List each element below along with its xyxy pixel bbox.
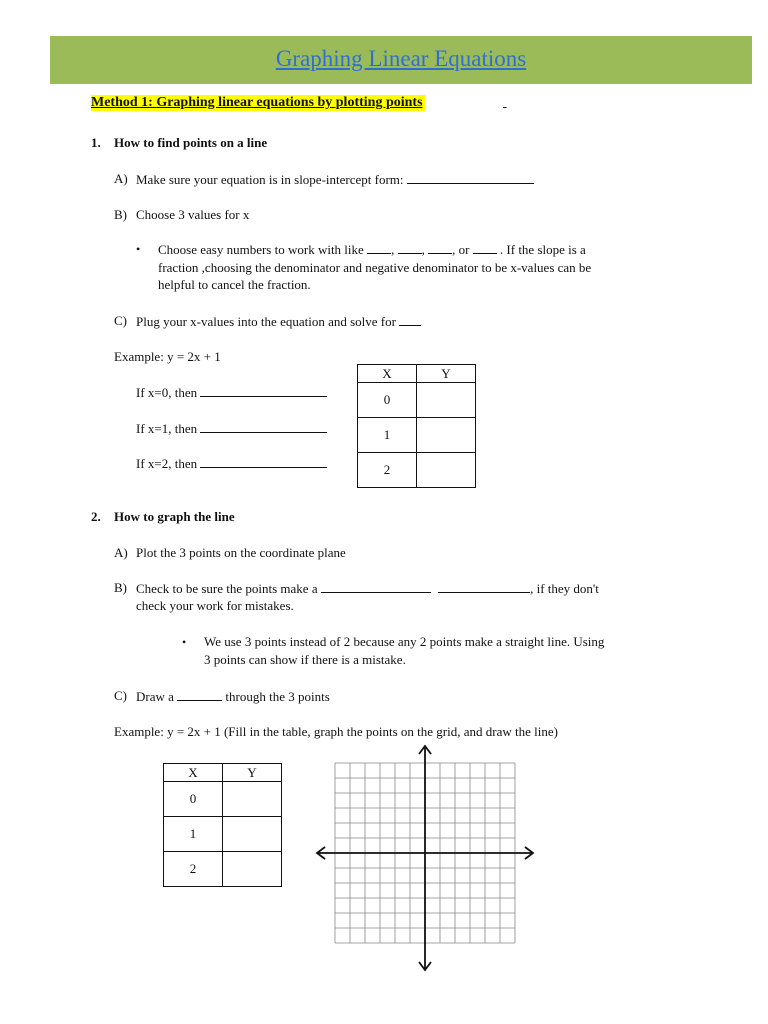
- step-1b-text: Choose 3 values for x: [136, 207, 250, 222]
- y-value-cell[interactable]: [417, 453, 476, 488]
- separator: ,: [391, 242, 395, 257]
- x-value: 2: [358, 453, 417, 488]
- if-x2-text: If x=2, then: [136, 456, 198, 471]
- if-x1-text: If x=1, then: [136, 421, 198, 436]
- y-value-cell[interactable]: [223, 782, 282, 817]
- easy-number-blank-3[interactable]: [428, 241, 452, 254]
- bullet-dot-icon: •: [136, 242, 141, 256]
- bullet-1-text-a: Choose easy numbers to work with like: [158, 242, 364, 257]
- step-2b-line-2: check your work for mistakes.: [136, 598, 294, 613]
- straight-blank[interactable]: [321, 580, 431, 593]
- step-1a-marker: A): [114, 171, 128, 186]
- step-2b-text-a: Check to be sure the points make a: [136, 581, 318, 596]
- x-value: 0: [358, 383, 417, 418]
- xy-table-1: [357, 364, 476, 488]
- draw-a-blank[interactable]: [177, 688, 222, 701]
- step-2c-text-a: Draw a: [136, 689, 174, 704]
- step-2c-marker: C): [114, 688, 127, 703]
- separator: ,: [421, 242, 425, 257]
- bullet-1-text-b: . If the slope is a: [499, 242, 586, 257]
- easy-number-blank-2[interactable]: [398, 241, 422, 254]
- section-1-heading: How to find points on a line: [114, 135, 268, 150]
- step-2b-marker: B): [114, 580, 127, 595]
- step-2c-line: [136, 688, 330, 705]
- x-value: 1: [164, 817, 223, 852]
- x-value: 2: [164, 852, 223, 887]
- section-2-number: 2.: [91, 509, 101, 524]
- example-2: Example: y = 2x + 1 (Fill in the table, graph the points on the grid, and draw the line): [114, 724, 558, 739]
- easy-number-blank-1[interactable]: [367, 241, 391, 254]
- xy-table-2: [163, 763, 282, 887]
- bullet-1-line-3: helpful to cancel the fraction.: [158, 277, 311, 292]
- if-x0-text: If x=0, then: [136, 385, 198, 400]
- easy-number-blank-4[interactable]: [473, 241, 497, 254]
- page-title: Graphing Linear Equations: [275, 46, 527, 71]
- title-banner: [50, 36, 752, 84]
- y-header: Y: [223, 764, 282, 782]
- if-x0-line: [136, 384, 327, 401]
- bullet-2-line-2: 3 points can show if there is a mistake.: [204, 652, 406, 667]
- step-2a-text: Plot the 3 points on the coordinate plane: [136, 545, 346, 560]
- step-2b-line-1: [136, 580, 599, 597]
- coordinate-grid[interactable]: [305, 743, 545, 973]
- step-1b-marker: B): [114, 207, 127, 222]
- if-x2-line: [136, 455, 327, 472]
- if-x0-blank[interactable]: [200, 384, 327, 397]
- step-2c-text-b: through the 3 points: [225, 689, 330, 704]
- y-value-cell[interactable]: [417, 383, 476, 418]
- step-1c-marker: C): [114, 313, 127, 328]
- step-1c-text-line: [136, 313, 421, 330]
- x-header: X: [358, 365, 417, 383]
- y-value-cell[interactable]: [223, 817, 282, 852]
- if-x1-blank[interactable]: [200, 420, 327, 433]
- bullet-1-line-2: fraction ,choosing the denominator and negative denominator to be x-values can be: [158, 260, 592, 275]
- bullet-2-line-1: We use 3 points instead of 2 because any 2 points make a straight line. Using: [204, 634, 605, 649]
- separator: , or: [452, 242, 470, 257]
- bullet-dot-icon: •: [182, 635, 187, 649]
- y-value-cell[interactable]: [417, 418, 476, 453]
- line-blank[interactable]: [438, 580, 530, 593]
- if-x2-blank[interactable]: [200, 455, 327, 468]
- step-1c-text: Plug your x-values into the equation and solve for: [136, 314, 396, 329]
- example-1: Example: y = 2x + 1: [114, 349, 221, 364]
- method-1-heading: Method 1: Graphing linear equations by plotting points: [91, 95, 423, 110]
- step-1a-text: Make sure your equation is in slope-intercept form:: [136, 172, 404, 187]
- x-header: X: [164, 764, 223, 782]
- section-1-number: 1.: [91, 135, 101, 150]
- bullet-1-line-1: [158, 241, 586, 258]
- step-2b-text-b: , if they don't: [530, 581, 599, 596]
- y-value-cell[interactable]: [223, 852, 282, 887]
- step-1a-text-line: [136, 171, 534, 188]
- slope-intercept-blank[interactable]: [407, 171, 534, 184]
- solve-for-blank[interactable]: [399, 313, 421, 326]
- x-value: 0: [164, 782, 223, 817]
- method-1-underline-tail: [503, 95, 507, 111]
- x-value: 1: [358, 418, 417, 453]
- if-x1-line: [136, 420, 327, 437]
- section-2-heading: How to graph the line: [114, 509, 235, 524]
- y-header: Y: [417, 365, 476, 383]
- step-2a-marker: A): [114, 545, 128, 560]
